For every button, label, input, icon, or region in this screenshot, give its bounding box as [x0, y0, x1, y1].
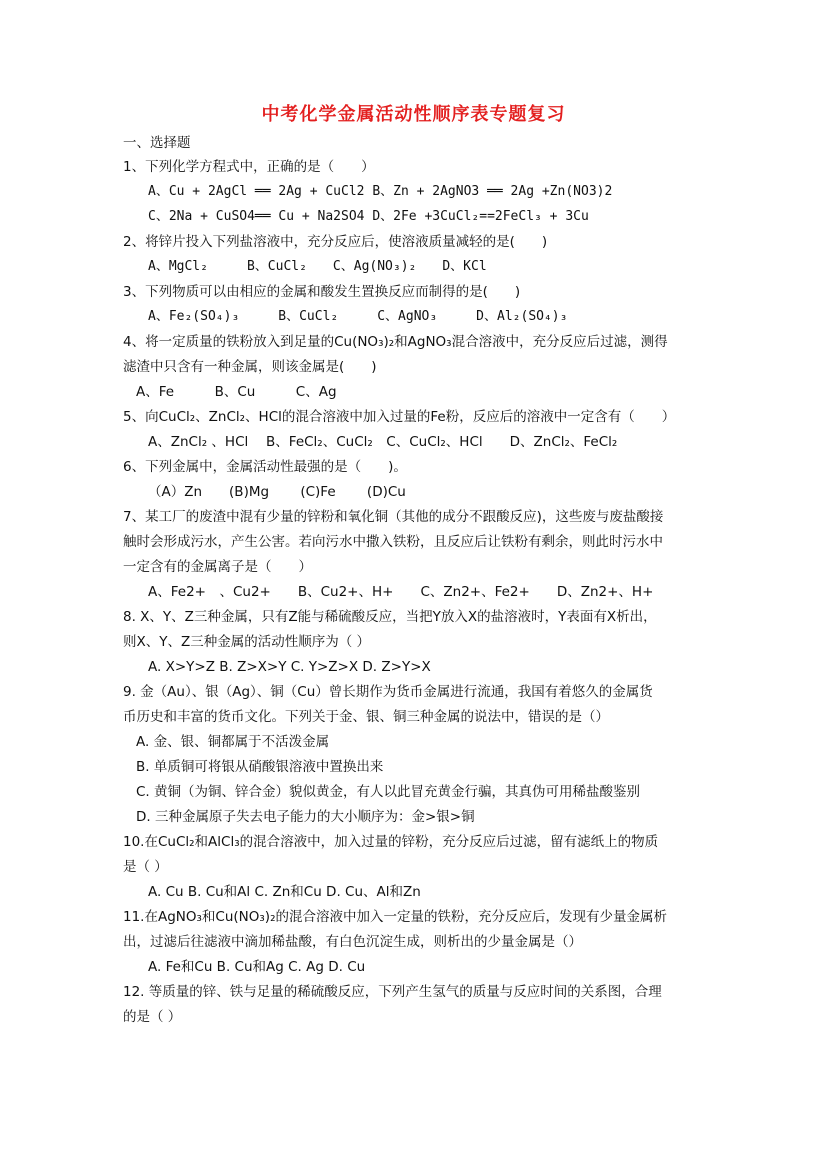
question-9-option-c: C. 黄铜（为铜、锌合金）貌似黄金，有人以此冒充黄金行骗，其真伪可用稀盐酸鉴别 [136, 784, 641, 800]
question-1: 1、下列化学方程式中，正确的是（ ） [123, 159, 375, 175]
question-7-line2: 触时会形成污水，产生公害。若向污水中撒入铁粉，且反应后让铁粉有剩余，则此时污水中 [123, 534, 663, 550]
question-9-option-a: A. 金、银、铜都属于不活泼金属 [136, 734, 330, 750]
question-6: 6、下列金属中，金属活动性最强的是（ )。 [123, 459, 407, 475]
question-5-options: A、ZnCl₂ 、HCl B、FeCl₂、CuCl₂ C、CuCl₂、HCl D、ZnCl₂、FeCl₂ [148, 434, 618, 450]
question-9-option-d: D. 三种金属原子失去电子能力的大小顺序为：金>银>铜 [136, 809, 475, 825]
question-2-options: A、MgCl₂ B、CuCl₂ C、Ag(NO₃)₂ D、KCl [148, 259, 487, 274]
question-11-line1: 11.在AgNO₃和Cu(NO₃)₂的混合溶液中加入一定量的铁粉，充分反应后，发现有少量金属析 [123, 909, 667, 925]
question-5: 5、向CuCl₂、ZnCl₂、HCl的混合溶液中加入过量的Fe粉，反应后的溶液中一定含有（ ） [123, 409, 676, 425]
question-7-line3: 一定含有的金属离子是（ ） [123, 559, 312, 575]
question-4-line2: 滤渣中只含有一种金属，则该金属是( ) [123, 359, 377, 375]
question-10-line1: 10.在CuCl₂和AlCl₃的混合溶液中，加入过量的锌粉，充分反应后过滤，留有滤纸上的物质 [123, 834, 659, 850]
question-7-options: A、Fe2+ 、Cu2+ B、Cu2+、H+ C、Zn2+、Fe2+ D、Zn2+、H+ [148, 584, 654, 600]
question-2: 2、将锌片投入下列盐溶液中，充分反应后，使溶液质量减轻的是( ) [123, 234, 548, 250]
question-9-line1: 9. 金（Au）、银（Ag）、铜（Cu）曾长期作为货币金属进行流通，我国有着悠久的金属货 [123, 684, 653, 700]
question-6-options: （A）Zn (B)Mg (C)Fe (D)Cu [148, 484, 406, 500]
document-title: 中考化学金属活动性顺序表专题复习 [261, 104, 566, 125]
question-4-line1: 4、将一定质量的铁粉放入到足量的Cu(NO₃)₂和AgNO₃混合溶液中，充分反应后过滤，测得 [123, 334, 668, 350]
question-11-line2: 出，过滤后往滤液中滴加稀盐酸，有白色沉淀生成，则析出的少量金属是（） [123, 934, 582, 950]
question-8-options: A. X>Y>Z B. Z>X>Y C. Y>Z>X D. Z>Y>X [148, 659, 431, 675]
question-10-options: A. Cu B. Cu和Al C. Zn和Cu D. Cu、Al和Zn [148, 884, 421, 900]
question-8-line2: 则X、Y、Z三种金属的活动性顺序为（ ） [123, 634, 371, 650]
question-8-line1: 8. X、Y、Z三种金属，只有Z能与稀硫酸反应，当把Y放入X的盐溶液时，Y表面有X析出， [123, 609, 657, 625]
question-12-line2: 的是（ ） [123, 1009, 182, 1025]
question-12-line1: 12. 等质量的锌、铁与足量的稀硫酸反应，下列产生氢气的质量与反应时间的关系图，合理 [123, 984, 662, 1000]
question-9-line2: 币历史和丰富的货币文化。下列关于金、银、铜三种金属的说法中，错误的是（） [123, 709, 609, 725]
question-4-options: A、Fe B、Cu C、Ag [136, 384, 337, 400]
question-9-option-b: B. 单质铜可将银从硝酸银溶液中置换出来 [136, 759, 384, 775]
question-1-option-ab: A、Cu + 2AgCl ══ 2Ag + CuCl2 B、Zn + 2AgNO3 ══ 2Ag +Zn(NO3)2 [148, 184, 613, 199]
question-7-line1: 7、某工厂的废渣中混有少量的锌粉和氧化铜（其他的成分不跟酸反应)，这些废与废盐酸接 [123, 509, 664, 525]
question-11-options: A. Fe和Cu B. Cu和Ag C. Ag D. Cu [148, 959, 366, 975]
question-3-options: A、Fe₂(SO₄)₃ B、CuCl₂ C、AgNO₃ D、Al₂(SO₄)₃ [148, 309, 568, 324]
question-1-option-cd: C、2Na + CuSO4══ Cu + Na2SO4 D、2Fe +3CuCl₂==2FeCl₃ + 3Cu [148, 209, 589, 224]
section-heading: 一、选择题 [123, 135, 191, 151]
question-10-line2: 是（ ） [123, 859, 168, 875]
question-3: 3、下列物质可以由相应的金属和酸发生置换反应而制得的是( ) [123, 284, 521, 300]
